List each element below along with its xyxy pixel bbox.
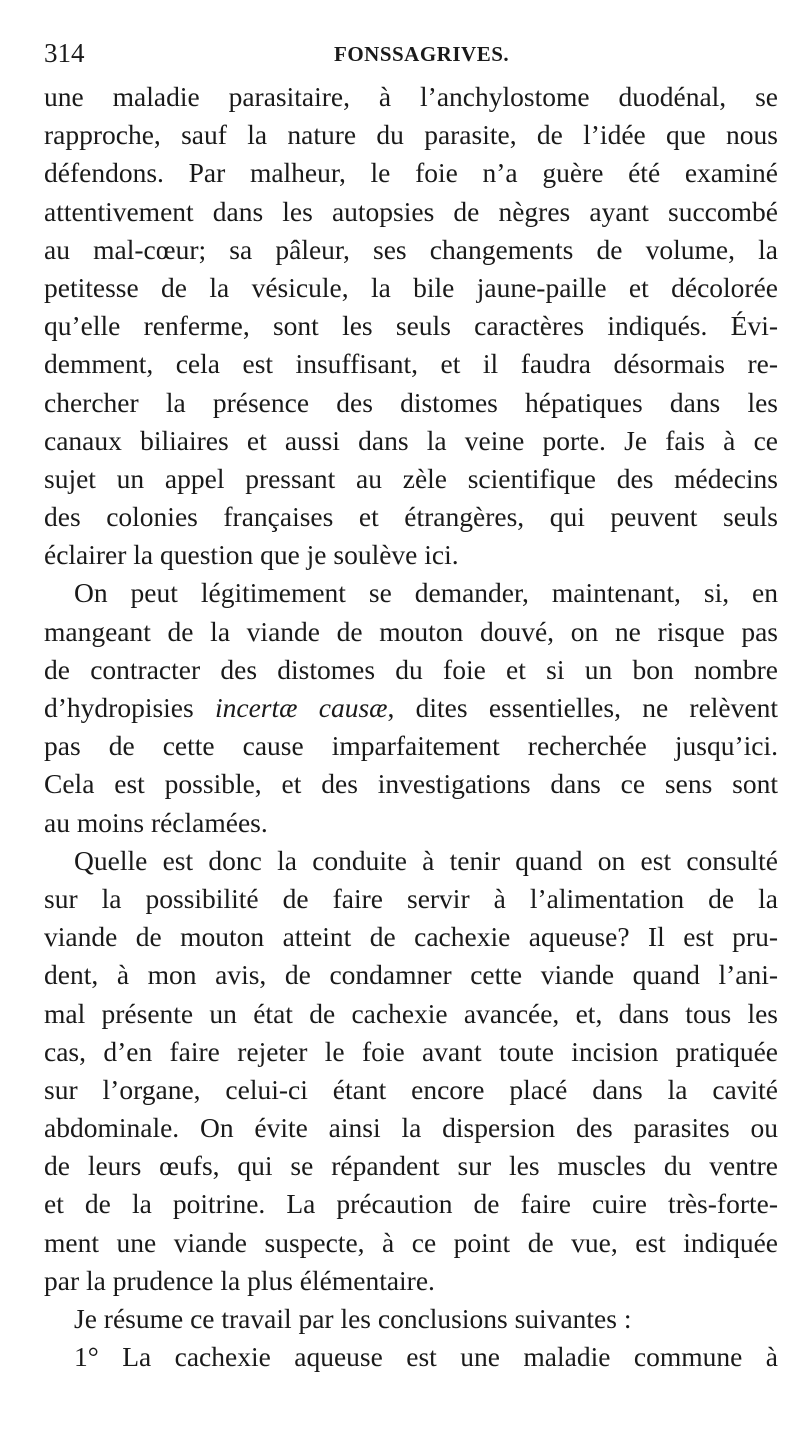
- text-line: dent, à mon avis, de condamner cette viande quand l’ani-: [44, 959, 778, 991]
- text-line: au mal-cœur; sa pâleur, ses changements de volume, la: [44, 233, 778, 265]
- text-line: mal présente un état de cachexie avancée, et, dans tous les: [44, 997, 778, 1029]
- text-line: et de la poitrine. La précaution de faire cuire très-forte-: [44, 1188, 778, 1220]
- text-line: sur la possibilité de faire servir à l’alimentation de la: [44, 882, 778, 914]
- text-line: pas de cette cause imparfaitement recherchée jusqu’ici.: [44, 730, 778, 762]
- text-line: attentivement dans les autopsies de nègres ayant succombé: [44, 195, 778, 227]
- text-line: canaux biliaires et aussi dans la veine porte. Je fais à ce: [44, 424, 778, 456]
- text-line: 1° La cachexie aqueuse est une maladie commune à: [74, 1341, 778, 1373]
- text-line: abdominale. On évite ainsi la dispersion des parasites ou: [44, 1112, 778, 1144]
- text-segment: , dites essentielles, ne relèvent: [387, 692, 778, 723]
- text-line: Cela est possible, et des investigations dans ce sens sont: [44, 768, 778, 800]
- text-line: Je résume ce travail par les conclusions suivantes :: [74, 1303, 632, 1334]
- text-line: [44, 689, 778, 727]
- text-line: au moins réclamées.: [44, 806, 268, 838]
- text-line: demment, cela est insuffisant, et il faudra désormais re-: [44, 348, 778, 380]
- text-line: une maladie parasitaire, à l’anchylostome duodénal, se: [44, 81, 778, 112]
- text-line: par la prudence la plus élémentaire.: [44, 1264, 435, 1296]
- page-body: [44, 78, 778, 1376]
- text-line: rapproche, sauf la nature du parasite, de l’idée que nous: [44, 119, 778, 151]
- text-line: éclairer la question que je soulève ici.: [44, 539, 459, 571]
- running-head: FONSSAGRIVES.: [334, 42, 510, 66]
- text-line: sujet un appel pressant au zèle scientifique des médecins: [44, 462, 778, 494]
- text-line: défendons. Par malheur, le foie n’a guère été examiné: [44, 157, 778, 189]
- text-line: petitesse de la vésicule, la bile jaune-paille et décolorée: [44, 271, 778, 303]
- text-line: sur l’organe, celui-ci étant encore placé dans la cavité: [44, 1073, 778, 1105]
- text-line: de leurs œufs, qui se répandent sur les muscles du ventre: [44, 1150, 778, 1182]
- text-line: des colonies françaises et étrangères, qui peuvent seuls: [44, 501, 778, 533]
- text-line: Quelle est donc la conduite à tenir quand on est consulté: [74, 844, 778, 876]
- page-number: 314: [44, 38, 85, 68]
- text-line: viande de mouton atteint de cachexie aqueuse? Il est pru-: [44, 921, 778, 953]
- text-line: ment une viande suspecte, à ce point de vue, est indiquée: [44, 1226, 778, 1258]
- italic-phrase: incertæ causæ: [214, 692, 388, 723]
- text-line: On peut légitimement se demander, maintenant, si, en: [74, 577, 778, 609]
- page-header: [44, 38, 760, 72]
- text-line: cas, d’en faire rejeter le foie avant toute incision pratiquée: [44, 1035, 778, 1067]
- text-line: de contracter des distomes du foie et si un bon nombre: [44, 653, 778, 685]
- text-line: mangeant de la viande de mouton douvé, on ne risque pas: [44, 615, 778, 647]
- text-line: chercher la présence des distomes hépatiques dans les: [44, 386, 778, 418]
- text-segment: d’hydropisies: [44, 692, 215, 723]
- text-line: qu’elle renferme, sont les seuls caractères indiqués. Évi-: [44, 310, 778, 342]
